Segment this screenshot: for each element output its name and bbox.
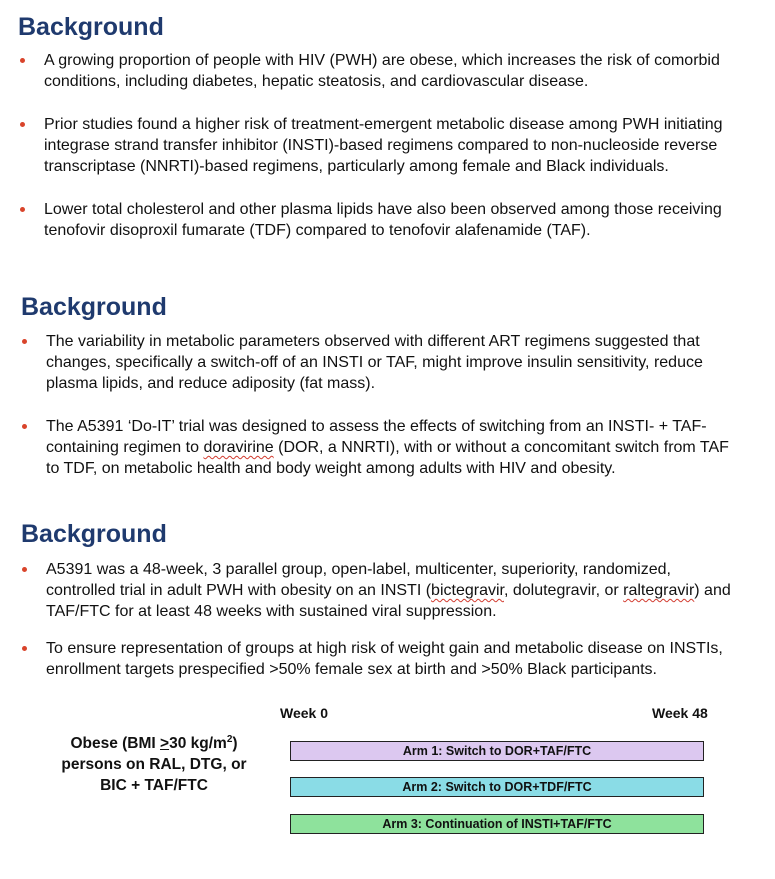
week-end-label: Week 48: [652, 705, 708, 721]
population-line: BIC + TAF/FTC: [100, 777, 208, 794]
spellcheck-word: raltegravir: [623, 582, 695, 599]
text-run: 30 kg/m: [169, 735, 227, 752]
bullet-dot-icon: [20, 122, 25, 127]
spellcheck-word: doravirine: [203, 439, 274, 456]
bullet-line: to TDF, on metabolic health and body weight among adults with HIV and obesity.: [46, 460, 616, 477]
text-run: , dolutegravir, or: [503, 582, 624, 599]
bullet-dot-icon: [22, 339, 27, 344]
population-line: [44, 733, 264, 754]
population-line: persons on RAL, DTG, or: [61, 756, 247, 773]
arm-2-bar: Arm 2: Switch to DOR+TDF/FTC: [290, 777, 704, 797]
text-run: (DOR, a NNRTI), with or without a concomitant switch from TAF: [273, 439, 729, 456]
population-label: [44, 733, 264, 796]
text-run: ): [232, 735, 238, 752]
section-heading: Background: [21, 293, 167, 321]
text-run: ) and: [694, 582, 731, 599]
bullet-line: The A5391 ‘Do-IT’ trial was designed to assess the effects of switching from an INSTI- + TAF-: [46, 418, 707, 435]
bullet-line: A growing proportion of people with HIV (PWH) are obese, which increases the risk of comorbid: [44, 52, 720, 69]
bullet-line: A5391 was a 48-week, 3 parallel group, open-label, multicenter, superiority, randomized,: [46, 561, 671, 578]
bullet-dot-icon: [22, 567, 27, 572]
bullet-line: To ensure representation of groups at high risk of weight gain and metabolic disease on INSTIs,: [46, 640, 723, 657]
bullet-line: integrase strand transfer inhibitor (INSTI)-based regimens compared to non-nucleoside reverse: [44, 137, 718, 154]
bullet-dot-icon: [20, 58, 25, 63]
bullet-line: tenofovir disoproxil fumarate (TDF) compared to tenofovir alafenamide (TAF).: [44, 222, 591, 239]
week-start-label: Week 0: [280, 705, 328, 721]
section-heading: Background: [18, 13, 164, 41]
bullet-dot-icon: [22, 646, 27, 651]
bullet-line: enrollment targets prespecified >50% female sex at birth and >50% Black participants.: [46, 661, 657, 678]
bullet-line: transcriptase (NNRTI)-based regimens, particularly among female and Black individuals.: [44, 158, 669, 175]
bullet-line: The variability in metabolic parameters observed with different ART regimens suggested that: [46, 333, 700, 350]
bullet-line: conditions, including diabetes, hepatic steatosis, and cardiovascular disease.: [44, 73, 589, 90]
bullet-line: [46, 437, 729, 458]
bullet-dot-icon: [22, 424, 27, 429]
bullet-dot-icon: [20, 207, 25, 212]
bullet-line: TAF/FTC for at least 48 weeks with sustained viral suppression.: [46, 603, 497, 620]
arm-1-bar: Arm 1: Switch to DOR+TAF/FTC: [290, 741, 704, 761]
superscript: 2: [226, 733, 233, 745]
bullet-line: Lower total cholesterol and other plasma lipids have also been observed among those receiving: [44, 201, 722, 218]
spellcheck-word: bictegravir: [431, 582, 504, 599]
bullet-line: changes, specifically a switch-off of an INSTI or TAF, might improve insulin sensitivity, reduce: [46, 354, 703, 371]
ge-symbol: >: [160, 735, 170, 752]
bullet-line: plasma lipids, and reduce adiposity (fat mass).: [46, 375, 376, 392]
arm-3-bar: Arm 3: Continuation of INSTI+TAF/FTC: [290, 814, 704, 834]
bullet-line: [46, 580, 731, 601]
text-run: Obese (BMI: [70, 735, 161, 752]
bullet-line: Prior studies found a higher risk of treatment-emergent metabolic disease among PWH initiating: [44, 116, 723, 133]
text-run: controlled trial in adult PWH with obesity on an INSTI (: [46, 582, 432, 599]
text-run: containing regimen to: [46, 439, 204, 456]
section-heading: Background: [21, 520, 167, 548]
